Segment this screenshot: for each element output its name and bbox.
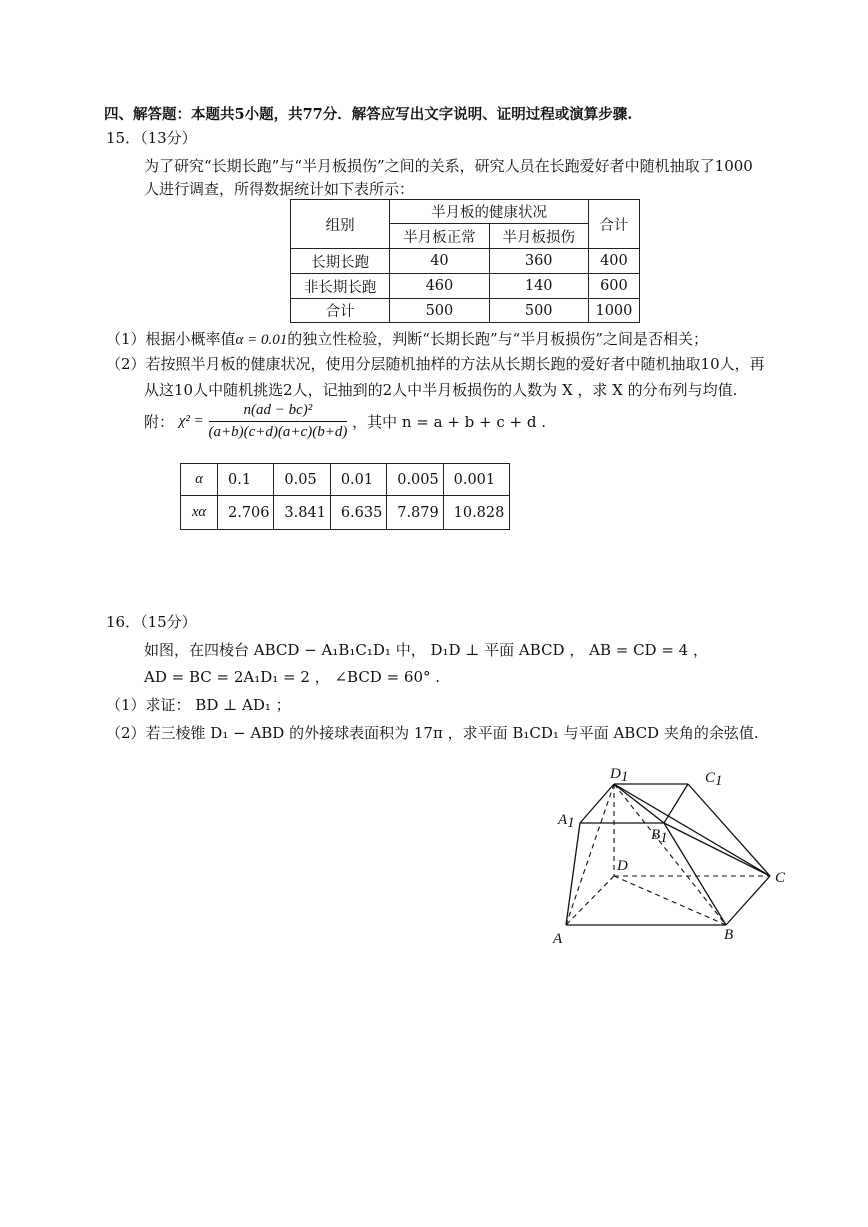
edge-bc — [726, 876, 770, 925]
alpha-cell: 0.001 — [443, 464, 509, 496]
q15-part2-line1: （2）若按照半月板的健康状况，使用分层随机抽样的方法从长期长跑的爱好者中随机抽取10人，再 — [106, 355, 765, 373]
alpha-cell: 0.1 — [218, 464, 274, 496]
cell-total: 400 — [588, 249, 639, 274]
hidden-edges — [566, 784, 770, 925]
edge-b1c1 — [664, 784, 688, 823]
edge-db — [614, 876, 726, 925]
label-c1: C1 — [705, 770, 723, 789]
solid-edges — [566, 784, 770, 925]
part1-text-a: （1）根据小概率值 — [106, 330, 236, 348]
label-d: D — [617, 858, 628, 874]
label-b1: B1 — [651, 827, 668, 846]
x-alpha-header: xα — [181, 496, 218, 530]
q16-number: 16．（15分） — [106, 613, 197, 631]
formula-denominator: (a+b)(c+d)(a+c)(b+d) — [208, 424, 348, 440]
alpha-value: α = 0.01 — [235, 332, 288, 348]
edge-a1a — [566, 823, 580, 925]
edge-d1c — [614, 784, 770, 876]
cell-normal: 460 — [390, 274, 489, 299]
edge-d1a — [566, 784, 614, 925]
alpha-cell: 0.01 — [330, 464, 386, 496]
th-group: 组别 — [291, 200, 390, 249]
q16-part1: （1）求证： BD ⊥ AD₁ ； — [106, 696, 291, 714]
cell-injury: 500 — [489, 299, 588, 323]
label-d1: D1 — [610, 766, 629, 785]
q15-intro-line2: 人进行调查，所得数据统计如下表所示： — [144, 180, 415, 198]
row-label: 合计 — [291, 299, 390, 323]
q15-number: 15．（13分） — [106, 129, 197, 147]
formula-prefix: 附： — [144, 413, 175, 431]
th-total: 合计 — [588, 200, 639, 249]
x-cell: 2.706 — [218, 496, 274, 530]
row-label: 非长期长跑 — [291, 274, 390, 299]
label-c: C — [775, 870, 786, 886]
x-cell: 6.635 — [330, 496, 386, 530]
edge-c1c — [688, 784, 770, 876]
part1-text-b: 的独立性检验，判断“长期长跑”与“半月板损伤”之间是否相关； — [287, 330, 708, 348]
cell-total: 600 — [588, 274, 639, 299]
cell-total: 1000 — [588, 299, 639, 323]
alpha-header: α — [181, 464, 218, 496]
formula-suffix: ，其中 n = a + b + c + d . — [352, 413, 547, 431]
alpha-cell: 0.005 — [387, 464, 443, 496]
q15-intro-line1: 为了研究“长期长跑”与“半月板损伤”之间的关系，研究人员在长跑爱好者中随机抽取了1000 — [144, 157, 753, 175]
th-injury: 半月板损伤 — [489, 224, 588, 249]
row-label: 长期长跑 — [291, 249, 390, 274]
label-b: B — [724, 927, 734, 943]
cell-normal: 500 — [390, 299, 489, 323]
edge-d1b1 — [614, 784, 664, 823]
section-heading: 四、解答题：本题共5小题，共77分．解答应写出文字说明、证明过程或演算步骤. — [104, 106, 633, 123]
th-normal: 半月板正常 — [390, 224, 489, 249]
cell-injury: 140 — [489, 274, 588, 299]
x-cell: 10.828 — [443, 496, 509, 530]
formula-lhs: χ² = — [178, 413, 204, 429]
x-cell: 3.841 — [274, 496, 330, 530]
vertex-labels — [552, 766, 786, 947]
q16-part2: （2）若三棱锥 D₁ − ABD 的外接球表面积为 17π ，求平面 B₁CD₁ 与平面 ABCD 夹角的余弦值. — [106, 724, 759, 742]
label-a1: A1 — [558, 812, 575, 831]
edge-d1a1 — [580, 784, 614, 823]
label-a: A — [553, 931, 563, 947]
edge-d1b — [614, 784, 726, 925]
cell-normal: 40 — [390, 249, 489, 274]
q16-line1: 如图，在四棱台 ABCD − A₁B₁C₁D₁ 中， D₁D ⊥ 平面 ABCD ， AB = CD = 4 ， — [144, 641, 708, 659]
alpha-cell: 0.05 — [274, 464, 330, 496]
edge-da — [566, 876, 614, 925]
q16-line2: AD = BC = 2A₁D₁ = 2 ， ∠BCD = 60° . — [144, 668, 441, 686]
q15-part2-line2: 从这10人中随机挑选2人，记抽到的2人中半月板损伤的人数为 X ，求 X 的分布列与均值. — [144, 381, 738, 399]
x-cell: 7.879 — [387, 496, 443, 530]
cell-injury: 360 — [489, 249, 588, 274]
formula-numerator: n(ad − bc)² — [209, 402, 348, 422]
th-status: 半月板的健康状况 — [390, 200, 589, 224]
